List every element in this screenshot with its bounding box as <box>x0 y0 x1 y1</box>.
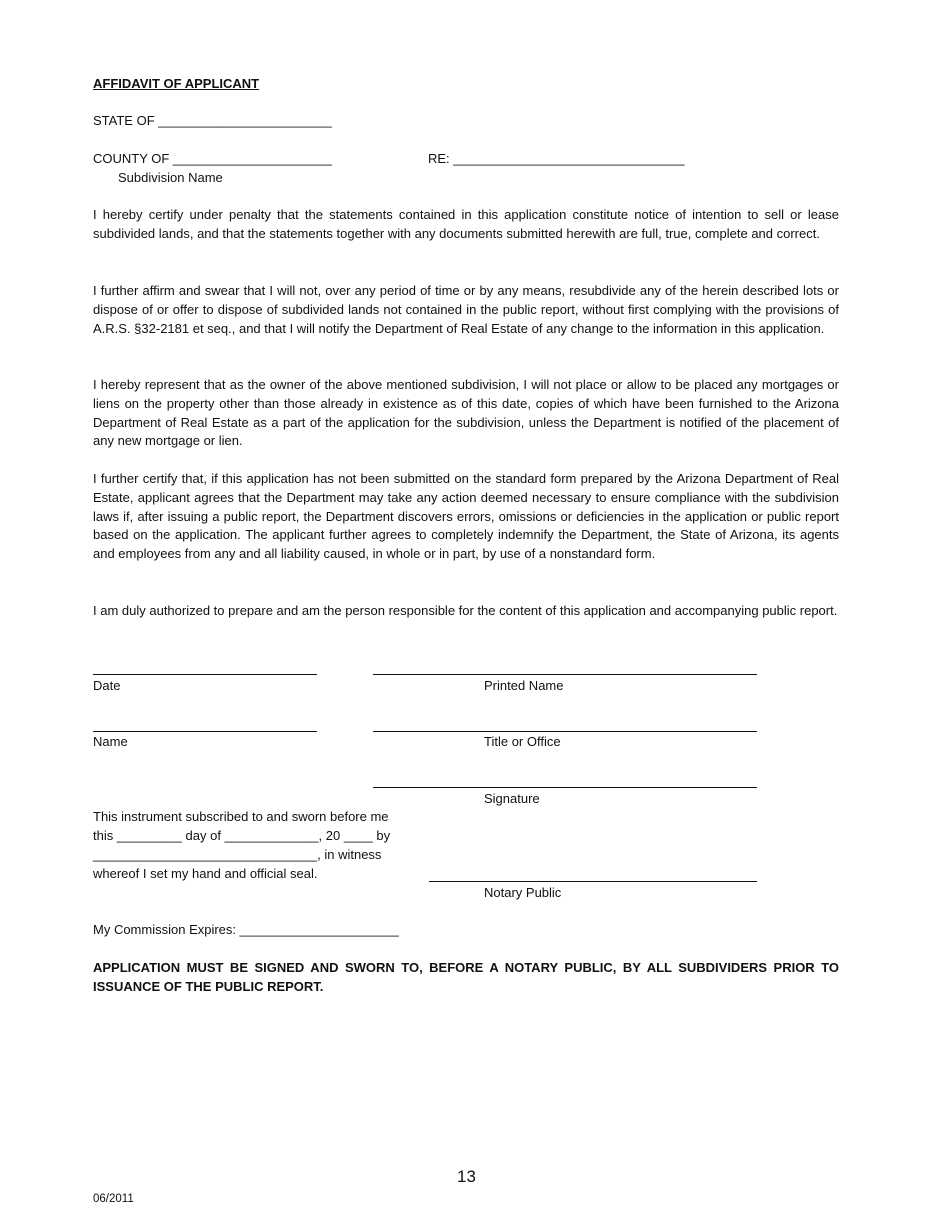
notary-signature-line[interactable] <box>429 881 757 882</box>
signature-line[interactable] <box>373 787 757 788</box>
title-or-office-label: Title or Office <box>484 734 561 749</box>
notary-text-line-2: this _________ day of _____________, 20 ____ by <box>93 828 391 843</box>
notary-text-line-3: _______________________________, in witness <box>93 847 382 862</box>
state-field[interactable]: STATE OF ________________________ <box>93 113 332 128</box>
affidavit-heading: AFFIDAVIT OF APPLICANT <box>93 76 260 91</box>
page-number: 13 <box>457 1167 476 1186</box>
printed-name-signature-line[interactable] <box>373 674 757 675</box>
nonstandard-form-paragraph: I further certify that, if this application has not been submitted on the standard form prepared by the Arizona Department of Real Estate, applicant agrees that the Department may take any action deemed necessary to ensure compliance with the subdivision laws if, after issuing a public report, the Department discovers errors, omissions or deficiencies in the application or public report based on the application. The applicant further agrees to completely indemnify the Department, the State of Arizona, its agents and employees from any and all liability caused, in whole or in part, by use of a nonstandard form. <box>93 471 839 562</box>
date-label: Date <box>93 678 121 693</box>
commission-expires-field[interactable]: My Commission Expires: ______________________ <box>93 922 399 937</box>
notary-text-line-1: This instrument subscribed to and sworn before me <box>93 809 389 824</box>
certify-paragraph: I hereby certify under penalty that the statements contained in this application constitute notice of intention to sell or lease subdivided lands, and that the statements together with any documents submitted herewith are full, true, complete and correct. <box>93 207 839 241</box>
name-signature-line[interactable] <box>93 731 317 732</box>
notary-requirement-notice: APPLICATION MUST BE SIGNED AND SWORN TO, BEFORE A NOTARY PUBLIC, BY ALL SUBDIVIDERS PRIOR TO ISSUANCE OF THE PUBLIC REPORT. <box>93 960 839 994</box>
subdivision-name-caption: Subdivision Name <box>118 170 223 185</box>
affirm-paragraph: I further affirm and swear that I will not, over any period of time or by any means, resubdivide any of the herein described lots or dispose of or offer to dispose of subdivided lands not contained in the public report, without first complying with the provisions of A.R.S. §32-2181 et seq., and that I will notify the Department of Real Estate of any change to the information in this application. <box>93 283 839 336</box>
represent-paragraph: I hereby represent that as the owner of the above mentioned subdivision, I will not place or allow to be placed any mortgages or liens on the property other than those already in existence as of this date, copies of which have been furnished to the Arizona Department of Real Estate as a part of the application for the subdivision, unless the Department is notified of the placement of any new mortgage or lien. <box>93 377 839 449</box>
name-label: Name <box>93 734 128 749</box>
authorized-paragraph: I am duly authorized to prepare and am the person responsible for the content of this application and accompanying public report. <box>93 603 838 618</box>
printed-name-label: Printed Name <box>484 678 564 693</box>
re-field[interactable]: RE: ________________________________ <box>428 151 685 166</box>
notary-text-line-4: whereof I set my hand and official seal. <box>93 866 318 881</box>
notary-public-label: Notary Public <box>484 885 562 900</box>
revision-date: 06/2011 <box>93 1193 134 1205</box>
title-signature-line[interactable] <box>373 731 757 732</box>
date-signature-line[interactable] <box>93 674 317 675</box>
signature-label: Signature <box>484 791 540 806</box>
county-field[interactable]: COUNTY OF ______________________ <box>93 151 332 166</box>
